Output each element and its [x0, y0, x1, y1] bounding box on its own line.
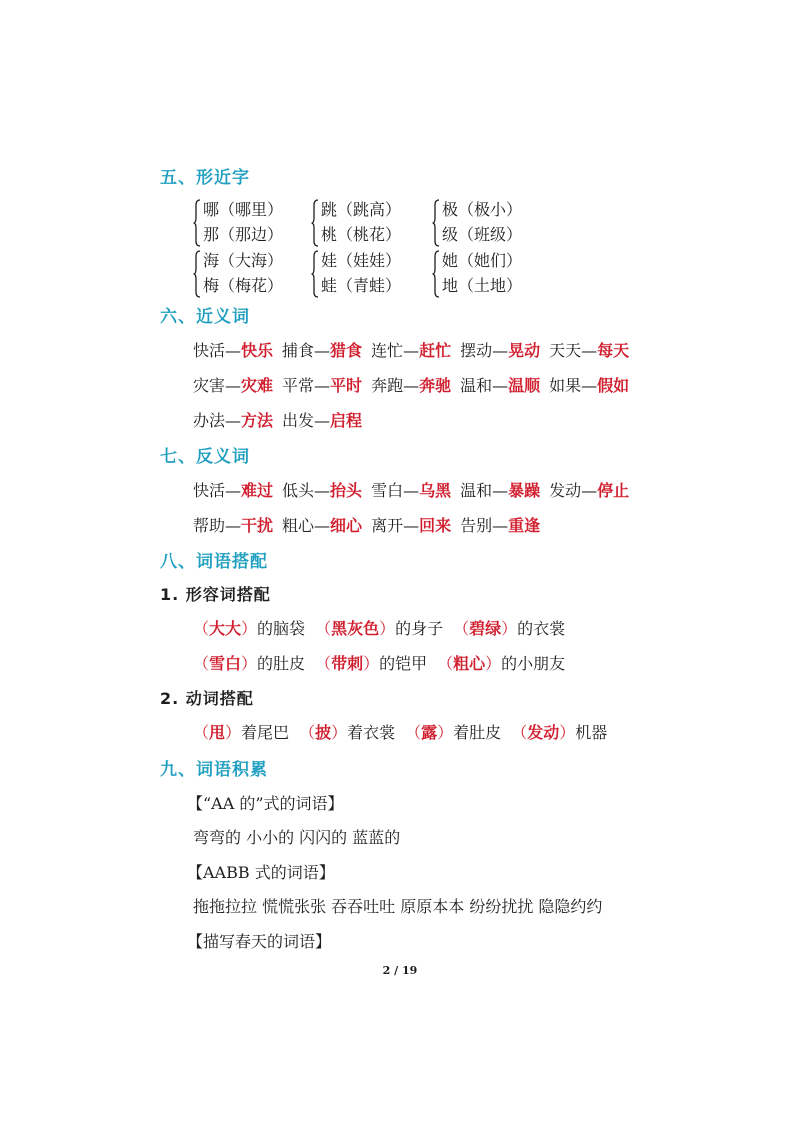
- similar-character-word: 级（班级）: [442, 225, 523, 244]
- word: 灾害—: [193, 376, 242, 395]
- verb-collocation-title: 2. 动词搭配: [160, 689, 254, 708]
- bracket-close: ）: [363, 654, 380, 673]
- word-group-heading: 【“AA 的”式的词语】: [187, 794, 344, 813]
- word: 离开—: [371, 516, 420, 535]
- bracket-close: ）: [485, 654, 502, 673]
- word: 温和—: [460, 481, 509, 500]
- similar-character-word: 梅（梅花）: [203, 276, 284, 295]
- answer-word: 回来: [419, 516, 452, 535]
- word: 粗心—: [282, 516, 331, 535]
- word-pair: [282, 376, 362, 395]
- bracket-open: （: [315, 619, 332, 638]
- similar-character-group: [432, 248, 542, 304]
- collocation-rest: 的脑袋: [257, 619, 306, 638]
- word-pair: [282, 411, 362, 430]
- collocation: [315, 654, 427, 673]
- bracket-close: ）: [331, 723, 348, 742]
- bracket-close: ）: [559, 723, 576, 742]
- collocation-row: [193, 616, 575, 639]
- answer-word: 重逢: [508, 516, 541, 535]
- bracket-close: ）: [501, 619, 518, 638]
- collocation-rest: 的小朋友: [501, 654, 566, 673]
- collocation-rest: 机器: [575, 723, 608, 742]
- word-group-line: 弯弯的 小小的 闪闪的 蓝蓝的: [193, 828, 401, 847]
- collocation: [511, 723, 607, 742]
- similar-character-group: [311, 248, 421, 304]
- word: 如果—: [549, 376, 598, 395]
- word: 雪白—: [371, 481, 420, 500]
- answer-word: 灾难: [241, 376, 274, 395]
- answer-word: 带刺: [331, 654, 364, 673]
- bracket-open: （: [511, 723, 528, 742]
- similar-character-word: 地（土地）: [442, 276, 523, 295]
- word: 温和—: [460, 376, 509, 395]
- answer-word: 晃动: [508, 341, 541, 360]
- collocation-rest: 着肚皮: [453, 723, 502, 742]
- answer-word: 发动: [527, 723, 560, 742]
- section-5-title: 五、形近字: [160, 168, 250, 188]
- collocation: [299, 723, 395, 742]
- word-pair: [460, 516, 540, 535]
- bracket-close: ）: [437, 723, 454, 742]
- word-group-line: 拖拖拉拉 慌慌张张 吞吞吐吐 原原本本 纷纷扰扰 隐隐约约: [193, 897, 603, 916]
- collocation: [193, 654, 305, 673]
- curly-brace-icon: [193, 250, 201, 298]
- answer-word: 启程: [330, 411, 363, 430]
- answer-word: 大大: [209, 619, 242, 638]
- antonym-row: [193, 513, 549, 536]
- section-8-title: 八、词语搭配: [160, 552, 268, 572]
- collocation-rest: 的衣裳: [517, 619, 566, 638]
- answer-word: 抬头: [330, 481, 363, 500]
- word-pair: [549, 481, 629, 500]
- word-pair: [193, 481, 273, 500]
- answer-word: 暴躁: [508, 481, 541, 500]
- collocation-row: [193, 720, 617, 743]
- word-pair: [460, 341, 540, 360]
- answer-word: 甩: [209, 723, 226, 742]
- word: 出发—: [282, 411, 331, 430]
- antonym-row: [193, 478, 638, 501]
- bracket-open: （: [299, 723, 316, 742]
- answer-word: 猎食: [330, 341, 363, 360]
- bracket-open: （: [193, 654, 210, 673]
- word-pair: [371, 516, 451, 535]
- answer-word: 假如: [597, 376, 630, 395]
- answer-word: 停止: [597, 481, 630, 500]
- collocation: [405, 723, 501, 742]
- answer-word: 难过: [241, 481, 274, 500]
- answer-word: 粗心: [453, 654, 486, 673]
- bracket-open: （: [453, 619, 470, 638]
- word: 发动—: [549, 481, 598, 500]
- answer-word: 露: [421, 723, 438, 742]
- synonym-row: [193, 373, 638, 396]
- bracket-open: （: [405, 723, 422, 742]
- collocation: [437, 654, 565, 673]
- collocation: [453, 619, 565, 638]
- answer-word: 赶忙: [419, 341, 452, 360]
- answer-word: 方法: [241, 411, 274, 430]
- word: 天天—: [549, 341, 598, 360]
- section-9-title: 九、词语积累: [160, 760, 268, 780]
- similar-character-word: 哪（哪里）: [203, 200, 284, 219]
- word-pair: [193, 376, 273, 395]
- collocation-rest: 的身子: [395, 619, 444, 638]
- word-pair: [282, 481, 362, 500]
- word-group-heading: 【AABB 式的词语】: [187, 863, 335, 882]
- word-pair: [371, 481, 451, 500]
- word-pair: [460, 376, 540, 395]
- answer-word: 温顺: [508, 376, 541, 395]
- synonym-row: [193, 408, 371, 431]
- collocation-rest: 的肚皮: [257, 654, 306, 673]
- answer-word: 细心: [330, 516, 363, 535]
- similar-character-word: 跳（跳高）: [321, 200, 402, 219]
- bracket-open: （: [193, 619, 210, 638]
- word: 帮助—: [193, 516, 242, 535]
- answer-word: 干扰: [241, 516, 274, 535]
- similar-character-word: 桃（桃花）: [321, 225, 402, 244]
- collocation-rest: 着衣裳: [347, 723, 396, 742]
- similar-character-word: 蛙（青蛙）: [321, 276, 402, 295]
- similar-character-group: [432, 197, 542, 253]
- word: 快活—: [193, 481, 242, 500]
- word-pair: [549, 376, 629, 395]
- word: 办法—: [193, 411, 242, 430]
- curly-brace-icon: [311, 250, 319, 298]
- similar-character-word: 海（大海）: [203, 251, 284, 270]
- word-pair: [371, 341, 451, 360]
- word-pair: [460, 481, 540, 500]
- word-pair: [193, 411, 273, 430]
- word: 连忙—: [371, 341, 420, 360]
- similar-character-word: 那（那边）: [203, 225, 284, 244]
- curly-brace-icon: [193, 199, 201, 247]
- similar-character-word: 极（极小）: [442, 200, 523, 219]
- section-7-title: 七、反义词: [160, 447, 250, 467]
- word: 低头—: [282, 481, 331, 500]
- word: 告别—: [460, 516, 509, 535]
- collocation: [193, 619, 305, 638]
- word: 平常—: [282, 376, 331, 395]
- answer-word: 乌黑: [419, 481, 452, 500]
- curly-brace-icon: [432, 199, 440, 247]
- answer-word: 每天: [597, 341, 630, 360]
- bracket-close: ）: [225, 723, 242, 742]
- word-pair: [371, 376, 451, 395]
- answer-word: 雪白: [209, 654, 242, 673]
- word: 奔跑—: [371, 376, 420, 395]
- bracket-close: ）: [241, 654, 258, 673]
- collocation-row: [193, 651, 575, 674]
- answer-word: 奔驰: [419, 376, 452, 395]
- section-6-title: 六、近义词: [160, 307, 250, 327]
- bracket-open: （: [437, 654, 454, 673]
- collocation: [315, 619, 443, 638]
- answer-word: 平时: [330, 376, 363, 395]
- synonym-row: [193, 338, 638, 361]
- similar-character-group: [193, 248, 303, 304]
- similar-character-word: 娃（娃娃）: [321, 251, 402, 270]
- word-pair: [193, 516, 273, 535]
- bracket-open: （: [193, 723, 210, 742]
- word: 快活—: [193, 341, 242, 360]
- curly-brace-icon: [311, 199, 319, 247]
- word-pair: [282, 341, 362, 360]
- adjective-collocation-title: 1. 形容词搭配: [160, 585, 271, 604]
- bracket-close: ）: [241, 619, 258, 638]
- word-group-heading: 【描写春天的词语】: [187, 932, 332, 951]
- word-pair: [549, 341, 629, 360]
- similar-character-word: 她（她们）: [442, 251, 523, 270]
- word: 摆动—: [460, 341, 509, 360]
- page-number: 2 / 19: [382, 964, 418, 977]
- answer-word: 黑灰色: [331, 619, 380, 638]
- answer-word: 披: [315, 723, 332, 742]
- similar-character-group: [311, 197, 421, 253]
- collocation-rest: 的铠甲: [379, 654, 428, 673]
- word-pair: [193, 341, 273, 360]
- similar-character-group: [193, 197, 303, 253]
- bracket-open: （: [315, 654, 332, 673]
- bracket-close: ）: [379, 619, 396, 638]
- collocation-rest: 着尾巴: [241, 723, 290, 742]
- answer-word: 快乐: [241, 341, 274, 360]
- collocation: [193, 723, 289, 742]
- curly-brace-icon: [432, 250, 440, 298]
- word: 捕食—: [282, 341, 331, 360]
- word-pair: [282, 516, 362, 535]
- answer-word: 碧绿: [469, 619, 502, 638]
